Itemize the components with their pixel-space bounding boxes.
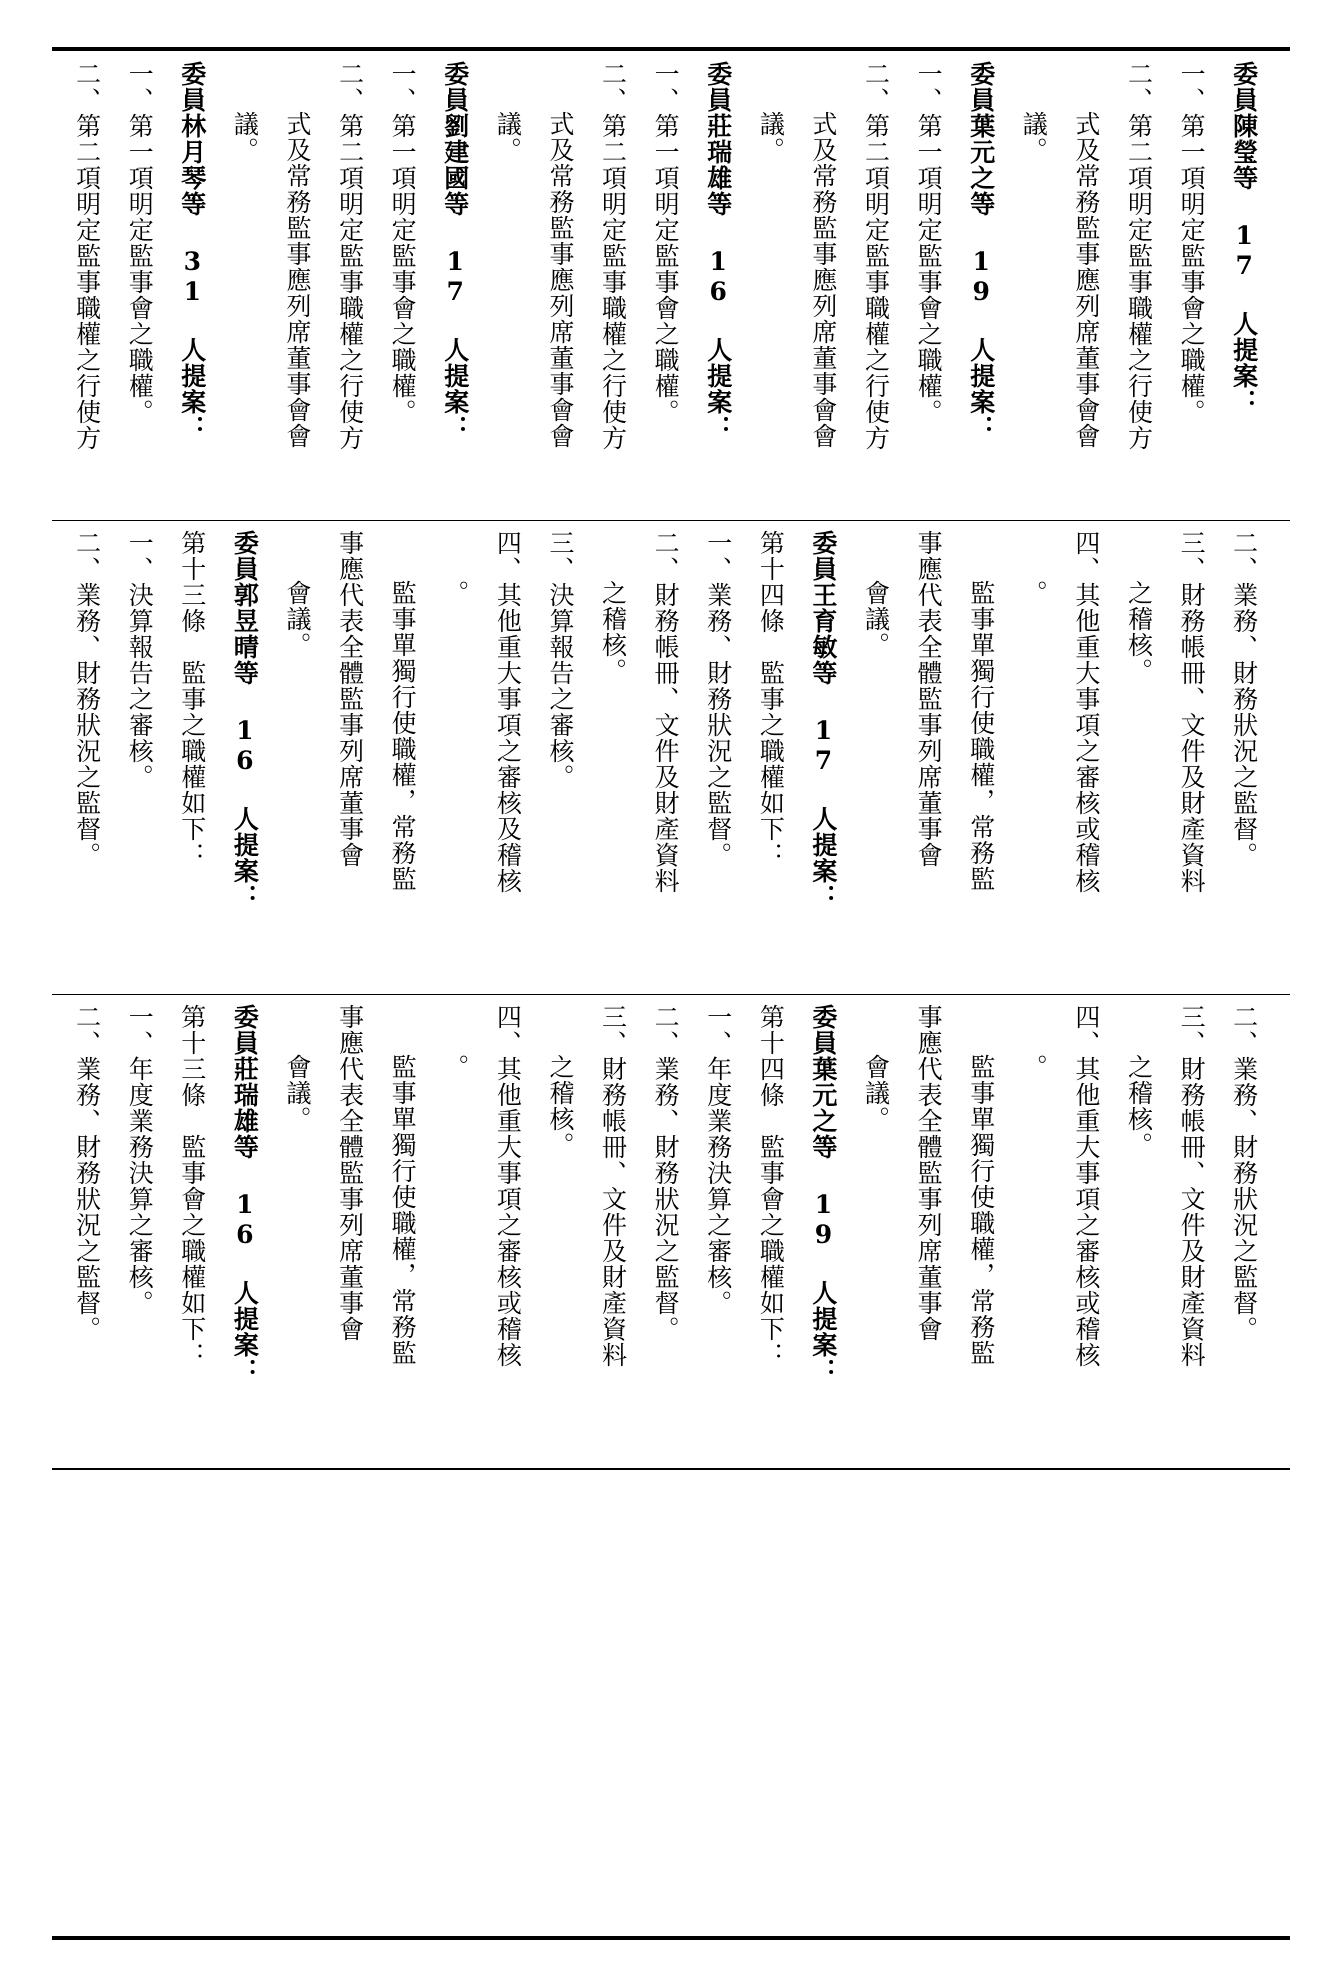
proposal-heading: 委員林月琴等 31 人提案： <box>177 61 207 441</box>
text-line: 會議。 <box>861 1054 891 1132</box>
text-line: 二、財務帳冊、文件及財產資料 <box>651 530 681 894</box>
text-line: 之稽核。 <box>598 580 628 684</box>
text-line: 會議。 <box>282 1054 312 1132</box>
text-line: 。 <box>440 1054 470 1080</box>
text-line: 第十四條 監事之職權如下： <box>756 530 786 868</box>
panel-divider-1 <box>52 520 1290 521</box>
text-panel-1 <box>52 55 1290 517</box>
proposal-heading: 委員郭昱晴等 16 人提案： <box>230 530 260 910</box>
text-line: 一、第一項明定監事會之職權。 <box>1177 61 1207 425</box>
text-line: 式及常務監事應列席董事會會 <box>1071 111 1101 449</box>
vertical-text-column-3 <box>52 998 1278 1465</box>
vertical-text-column-1 <box>52 55 1278 517</box>
text-line: 會議。 <box>282 580 312 658</box>
vertical-text-column-2 <box>52 524 1278 991</box>
proposal-heading: 委員莊瑞雄等 16 人提案： <box>703 61 733 441</box>
text-line: 事應代表全體監事列席董事會 <box>914 1004 944 1342</box>
text-line: 三、財務帳冊、文件及財產資料 <box>1177 1004 1207 1368</box>
text-line: 三、決算報告之審核。 <box>545 530 575 790</box>
proposal-heading: 委員王育敏等 17 人提案： <box>808 530 838 910</box>
text-line: 議。 <box>1019 111 1049 163</box>
proposal-heading: 委員陳瑩等 17 人提案： <box>1229 61 1259 415</box>
text-line: 事應代表全體監事列席董事會 <box>335 530 365 868</box>
text-line: 議。 <box>756 111 786 163</box>
text-line: 一、第一項明定監事會之職權。 <box>651 61 681 425</box>
text-line: 式及常務監事應列席董事會會 <box>282 111 312 449</box>
text-line: 。 <box>440 580 470 606</box>
text-line: 三、財務帳冊、文件及財產資料 <box>1177 530 1207 894</box>
text-panel-2 <box>52 524 1290 991</box>
panel-divider-2 <box>52 994 1290 995</box>
text-line: 式及常務監事應列席董事會會 <box>545 111 575 449</box>
text-line: 四、其他重大事項之審核及稽核 <box>493 530 523 894</box>
text-panel-3 <box>52 998 1290 1465</box>
text-line: 二、業務、財務狀況之監督。 <box>1229 1004 1259 1342</box>
text-line: 之稽核。 <box>1124 1054 1154 1158</box>
text-line: 。 <box>1019 1054 1049 1080</box>
text-line: 三、財務帳冊、文件及財產資料 <box>598 1004 628 1368</box>
text-line: 監事單獨行使職權，常務監 <box>966 1054 996 1366</box>
text-line: 一、第一項明定監事會之職權。 <box>125 61 155 425</box>
text-line: 之稽核。 <box>545 1054 575 1158</box>
text-line: 二、業務、財務狀況之監督。 <box>72 530 102 868</box>
table-bottom-rule <box>52 1468 1290 1470</box>
text-line: 一、業務、財務狀況之監督。 <box>703 530 733 868</box>
text-line: 二、業務、財務狀況之監督。 <box>72 1004 102 1342</box>
text-line: 二、業務、財務狀況之監督。 <box>1229 530 1259 868</box>
text-line: 第十三條 監事會之職權如下： <box>177 1004 207 1368</box>
text-line: 監事單獨行使職權，常務監 <box>388 580 418 892</box>
text-line: 之稽核。 <box>1124 580 1154 684</box>
text-line: 第十四條 監事會之職權如下： <box>756 1004 786 1368</box>
text-line: 一、年度業務決算之審核。 <box>703 1004 733 1316</box>
text-line: 監事單獨行使職權，常務監 <box>388 1054 418 1366</box>
text-line: 一、年度業務決算之審核。 <box>125 1004 155 1316</box>
text-line: 一、第一項明定監事會之職權。 <box>388 61 418 425</box>
text-line: 二、第二項明定監事職權之行使方 <box>1124 61 1154 451</box>
text-line: 議。 <box>230 111 260 163</box>
top-rule <box>52 47 1290 51</box>
text-line: 第十三條 監事之職權如下： <box>177 530 207 868</box>
text-line: 事應代表全體監事列席董事會 <box>335 1004 365 1342</box>
proposal-heading: 委員莊瑞雄等 16 人提案： <box>230 1004 260 1384</box>
text-line: 議。 <box>493 111 523 163</box>
text-line: 四、其他重大事項之審核或稽核 <box>493 1004 523 1368</box>
text-line: 四、其他重大事項之審核或稽核 <box>1071 1004 1101 1368</box>
text-line: 二、第二項明定監事職權之行使方 <box>335 61 365 451</box>
proposal-heading: 委員葉元之等 19 人提案： <box>808 1004 838 1384</box>
text-line: 一、決算報告之審核。 <box>125 530 155 790</box>
text-line: 會議。 <box>861 580 891 658</box>
text-line: 二、第二項明定監事職權之行使方 <box>598 61 628 451</box>
text-line: 二、第二項明定監事職權之行使方 <box>72 61 102 451</box>
text-line: 監事單獨行使職權，常務監 <box>966 580 996 892</box>
text-line: 式及常務監事應列席董事會會 <box>808 111 838 449</box>
text-line: 事應代表全體監事列席董事會 <box>914 530 944 868</box>
text-line: 二、業務、財務狀況之監督。 <box>651 1004 681 1342</box>
text-line: 。 <box>1019 580 1049 606</box>
proposal-heading: 委員劉建國等 17 人提案： <box>440 61 470 441</box>
text-line: 二、第二項明定監事職權之行使方 <box>861 61 891 451</box>
page-bottom-rule <box>52 1936 1290 1940</box>
text-line: 四、其他重大事項之審核或稽核 <box>1071 530 1101 894</box>
proposal-heading: 委員葉元之等 19 人提案： <box>966 61 996 441</box>
text-line: 一、第一項明定監事會之職權。 <box>914 61 944 425</box>
